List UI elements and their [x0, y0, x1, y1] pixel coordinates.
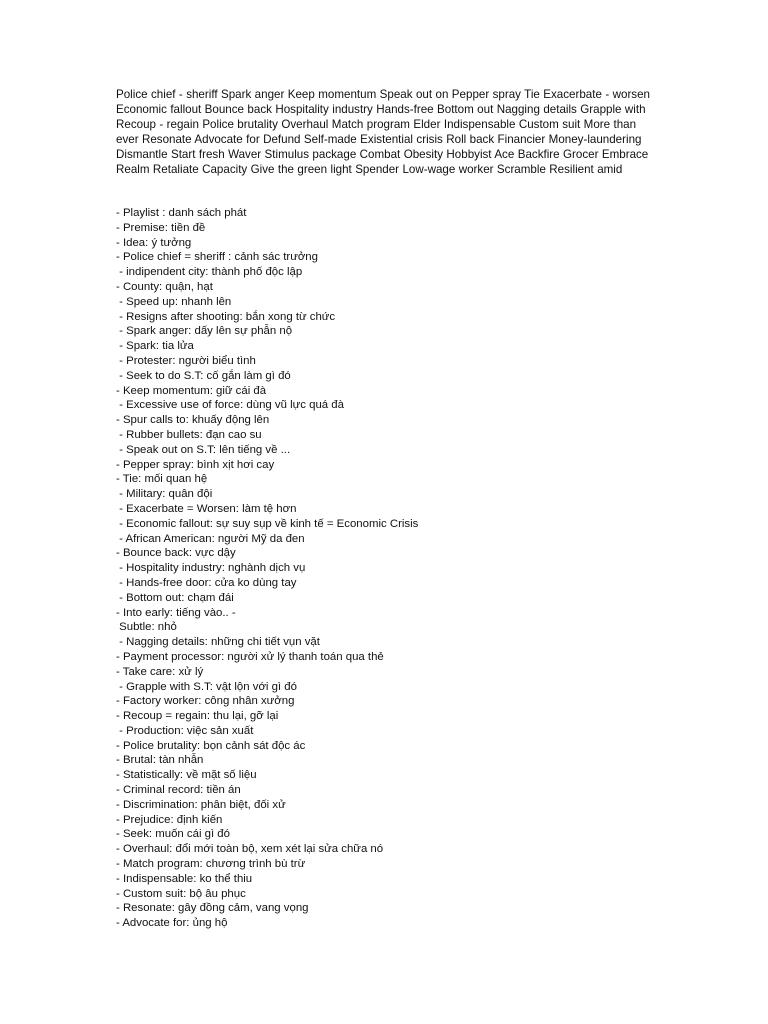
- vocab-item: - Playlist : danh sách phát: [116, 207, 247, 219]
- vocab-item: - Spur calls to: khuấy động lên: [116, 414, 270, 427]
- vocab-item: - Pepper spray: bình xịt hơi cay: [116, 458, 275, 471]
- vocab-item: - Production: việc sản xuất: [116, 724, 254, 737]
- vocab-item: - Prejudice: định kiến: [116, 813, 223, 826]
- vocab-item: - Payment processor: người xử lý thanh toán qua thẻ: [116, 650, 384, 663]
- document-page: [116, 88, 656, 930]
- vocab-item: - County: quận, hạt: [116, 280, 213, 293]
- vocab-item: - Indispensable: ko thể thiu: [116, 872, 253, 885]
- vocab-item: - Resigns after shooting: bắn xong từ chức: [116, 310, 336, 323]
- vocab-item: - Match program: chương trình bù trừ: [116, 858, 306, 871]
- vocab-item: - Police brutality: bọn cảnh sát độc ác: [116, 739, 306, 752]
- vocabulary-list: [116, 206, 418, 931]
- vocab-item: - Statistically: về mặt số liệu: [116, 769, 257, 782]
- vocab-item: - Hands-free door: cửa ko dùng tay: [116, 576, 297, 589]
- vocab-item: - Idea: ý tưởng: [116, 236, 192, 249]
- vocab-item: - Bounce back: vực dậy: [116, 547, 236, 560]
- vocab-item: - Police chief = sheriff : cảnh sác trưởng: [116, 251, 318, 264]
- vocab-item: - Nagging details: những chi tiết vụn vặt: [116, 636, 320, 649]
- vocab-item: - African American: người Mỹ da đen: [116, 532, 305, 545]
- vocab-item: - Premise: tiền đề: [116, 221, 206, 234]
- vocab-item: - Take care: xử lý: [116, 665, 204, 678]
- vocab-item: - Custom suit: bộ âu phục: [116, 887, 246, 900]
- vocab-item: - Criminal record: tiền án: [116, 784, 241, 797]
- intro-paragraph: Police chief - sheriff Spark anger Keep momentum Speak out on Pepper spray Tie Exacerbate - worsen Economic fallout Bounce back Hospitality industry Hands-free Bottom out Nagging details Grapple with Recoup - regain Police brutality Overhaul Match program Elder Indispensable Custom suit More than ever Resonate Advocate for Defund Self-made Existential crisis Roll back Financier Money-laundering Dismantle Start fresh Waver Stimulus package Combat Obesity Hobbyist Ace Backfire Grocer Embrace Realm Retaliate Capacity Give the green light Spender Low-wage worker Scramble Resilient amid: [116, 88, 650, 176]
- vocab-item: - Speak out on S.T: lên tiếng về ...: [116, 443, 291, 456]
- vocab-item: - Brutal: tàn nhẫn: [116, 754, 204, 767]
- vocab-item: - Rubber bullets: đạn cao su: [116, 428, 262, 441]
- vocab-item: - Grapple with S.T: vật lộn với gì đó: [116, 680, 297, 693]
- vocab-item: Subtle: nhỏ: [116, 621, 177, 634]
- vocab-item: - Excessive use of force: dùng vũ lực quá đà: [116, 399, 344, 412]
- vocab-item: - Overhaul: đổi mới toàn bộ, xem xét lại sửa chữa nó: [116, 843, 384, 856]
- vocab-item: - Hospitality industry: nghành dịch vụ: [116, 562, 306, 575]
- vocab-item: - Tie: mối quan hệ: [116, 473, 208, 486]
- vocab-item: - indipendent city: thành phố độc lập: [116, 266, 303, 279]
- vocab-item: - Spark anger: dấy lên sự phẫn nộ: [116, 325, 293, 338]
- vocab-item: - Speed up: nhanh lên: [116, 295, 232, 308]
- vocab-item: - Discrimination: phân biệt, đối xử: [116, 798, 286, 811]
- vocab-item: - Recoup = regain: thu lại, gỡ lại: [116, 710, 279, 723]
- vocab-item: - Seek: muốn cái gì đó: [116, 828, 230, 841]
- vocab-item: - Seek to do S.T: cố gắn làm gì đó: [116, 369, 291, 382]
- vocab-item: - Economic fallout: sự suy sụp về kinh tế = Economic Crisis: [116, 517, 419, 530]
- vocab-item: - Spark: tia lửa: [116, 340, 194, 353]
- vocab-item: - Bottom out: chạm đái: [116, 591, 234, 604]
- vocab-item: - Exacerbate = Worsen: làm tệ hơn: [116, 502, 297, 515]
- vocab-item: - Military: quân đội: [116, 488, 213, 501]
- vocab-item: - Advocate for: ủng hộ: [116, 917, 228, 930]
- vocab-item: - Resonate: gây đồng cảm, vang vọng: [116, 902, 309, 915]
- vocab-item: - Protester: người biểu tình: [116, 354, 256, 367]
- vocab-item: - Factory worker: công nhân xưởng: [116, 695, 295, 708]
- vocab-item: - Keep momentum: giữ cái đà: [116, 384, 267, 397]
- vocab-item: - Into early: tiếng vào.. -: [116, 606, 236, 619]
